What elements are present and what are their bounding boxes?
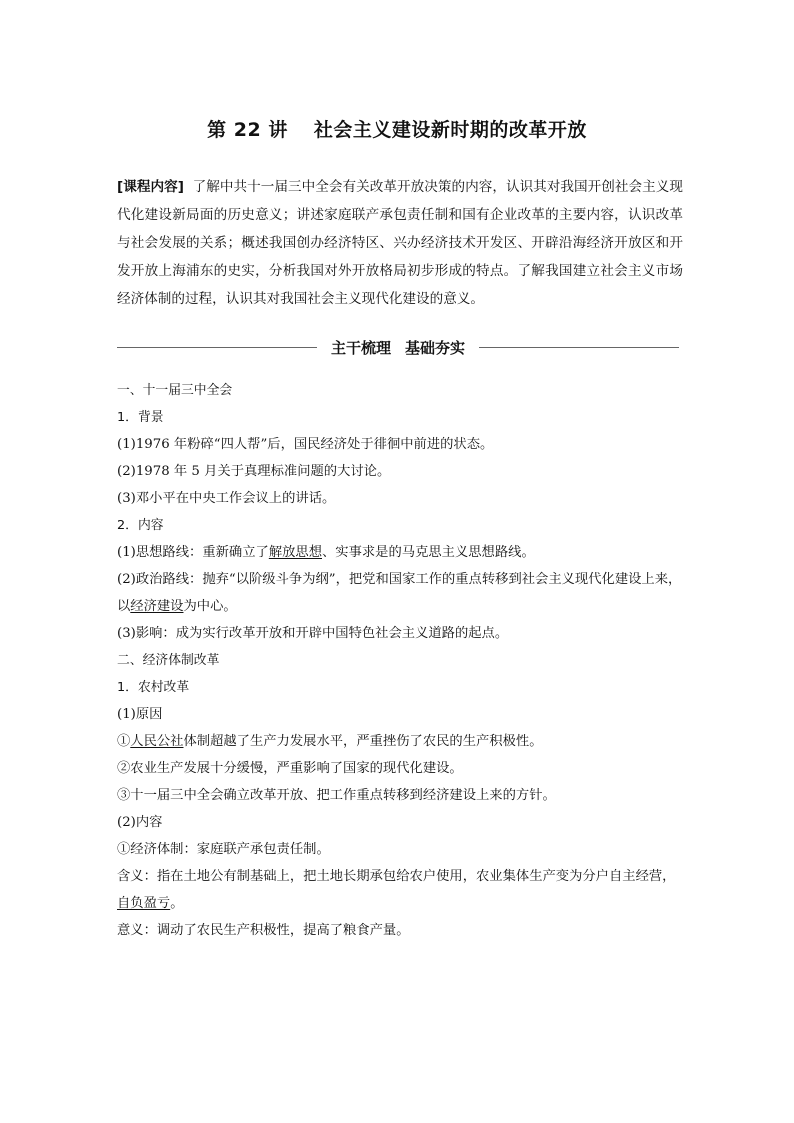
list-item: ②农业生产发展十分缓慢，严重影响了国家的现代化建设。 (117, 761, 463, 776)
divider-title-left: 主干梳理 (330, 338, 391, 357)
page-title (0, 115, 794, 142)
text-segment: (1)思想路线：重新确立了 (117, 545, 269, 560)
underlined-keyword: 解放思想 (268, 545, 322, 560)
section-heading: 一、十一届三中全会 (117, 383, 233, 398)
divider-line-right (479, 347, 679, 348)
text-segment: 体制超越了生产力发展水平，严重挫伤了农民的生产积极性。 (183, 734, 543, 749)
divider-line-left (117, 347, 317, 348)
course-content-text: 了解中共十一届三中全会有关改革开放决策的内容，认识其对我国开创社会主义现代化建设新局面的历史意义；讲述家庭联产承包责任制和国有企业改革的主要内容，认识改革与社会发展的关系；概述我国创办经济特区、兴办经济技术开发区、开辟沿海经济开放区和开发开放上海浦东的史实，分析我国对外开放格局初步形成的特点。了解我国建立社会主义市场经济体制的过程，认识其对我国社会主义现代化建设的意义。 (117, 179, 683, 307)
text-segment: ① (117, 734, 131, 749)
list-item: 意义：调动了农民生产积极性，提高了粮食产量。 (117, 923, 410, 938)
underlined-keyword: 自负盈亏 (117, 896, 171, 911)
text-segment: 为中心。 (183, 599, 237, 614)
text-segment: 含义：指在土地公有制基础上，把土地长期承包给农户使用，农业集体生产变为分户自主经营， (117, 869, 676, 884)
list-item (117, 863, 683, 917)
section-heading: 二、经济体制改革 (117, 653, 220, 668)
list-item: (3)邓小平在中央工作会议上的讲话。 (117, 491, 336, 506)
lesson-number: 第 22 讲 (207, 119, 288, 141)
underlined-keyword: 人民公社 (130, 734, 184, 749)
list-item: (1)原因 (117, 707, 163, 722)
list-item: (2)内容 (117, 815, 163, 830)
list-item: (2)1978 年 5 月关于真理标准问题的大讨论。 (117, 464, 391, 479)
divider-title-right: 基础夯实 (405, 338, 466, 357)
list-item (117, 539, 683, 566)
main-content (117, 377, 683, 944)
subsection-heading: 1．背景 (117, 410, 164, 425)
subsection-heading: 1．农村改革 (117, 680, 190, 695)
course-content-label: [课程内容] (117, 179, 184, 195)
underlined-keyword: 经济建设 (130, 599, 184, 614)
text-segment: 、实事求是的马克思主义思想路线。 (322, 545, 535, 560)
subsection-heading: 2．内容 (117, 518, 164, 533)
list-item: (3)影响：成为实行改革开放和开辟中国特色社会主义道路的起点。 (117, 626, 509, 641)
list-item: ①经济体制：家庭联产承包责任制。 (117, 842, 330, 857)
lesson-topic: 社会主义建设新时期的改革开放 (313, 119, 587, 141)
text-segment: 。 (170, 896, 184, 911)
text-segment: (2)政治路线：抛弃“以阶级斗争为纲”，把党和国家工作的重点转移到社会主义现代化建设上来，以 (117, 572, 682, 614)
section-divider (117, 333, 679, 361)
divider-title (317, 337, 479, 358)
list-item (117, 728, 683, 755)
list-item: (1)1976 年粉碎“四人帮”后，国民经济处于徘徊中前进的状态。 (117, 437, 494, 452)
course-content-paragraph (117, 173, 683, 313)
list-item (117, 566, 683, 620)
list-item: ③十一届三中全会确立改革开放、把工作重点转移到经济建设上来的方针。 (117, 788, 556, 803)
